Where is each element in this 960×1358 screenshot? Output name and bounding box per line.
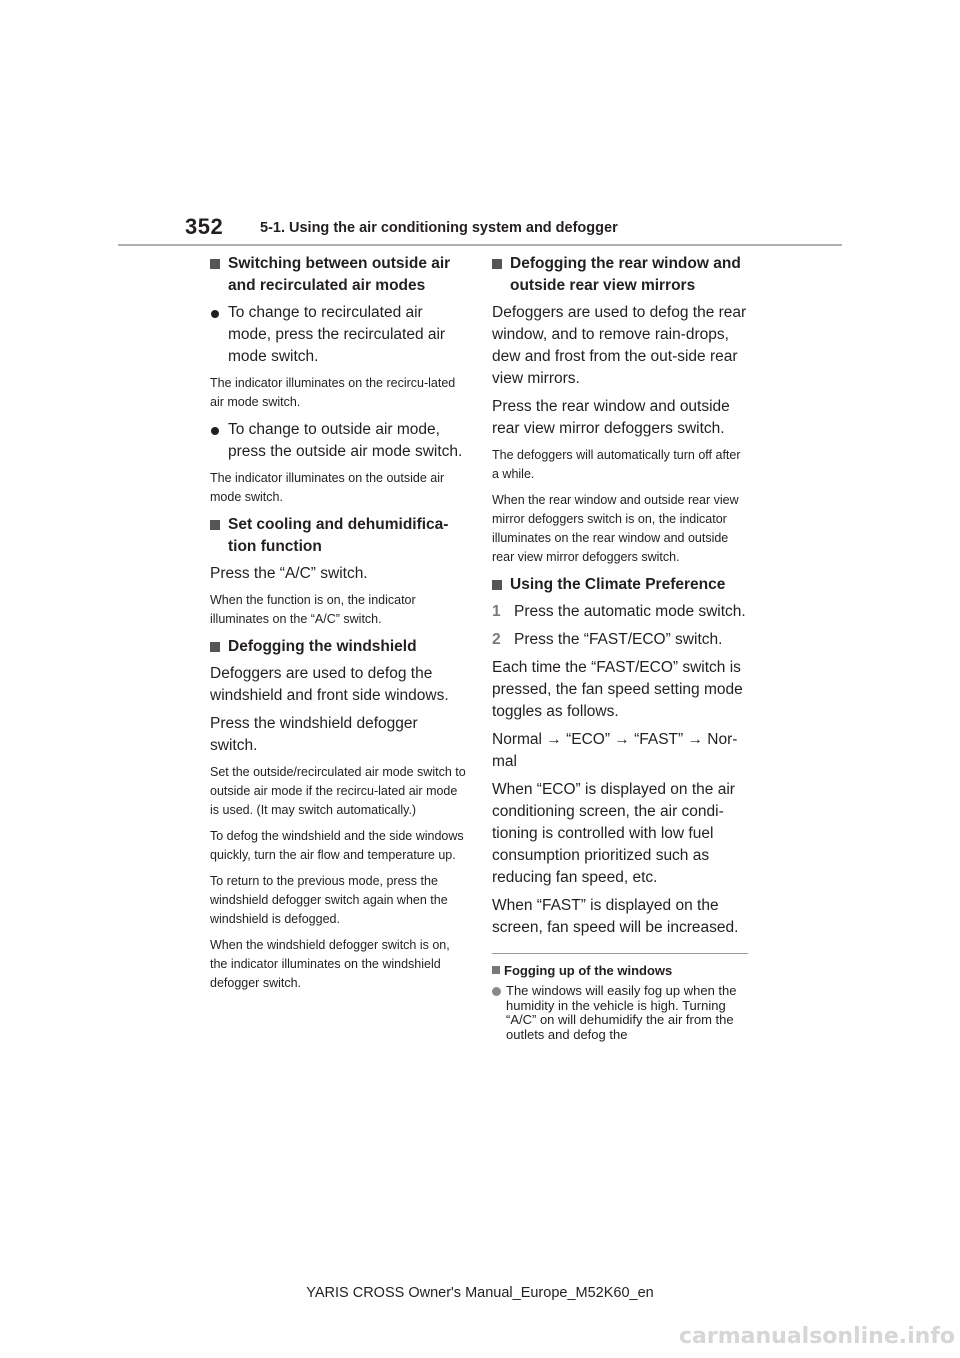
text-press-windshield-switch: Press the windshield defogger switch. [210, 715, 418, 754]
watermark[interactable]: carmanualsonline.info [679, 1324, 955, 1349]
heading-climate-preference: Using the Climate Preference [492, 574, 750, 596]
bullet-dot-icon [211, 427, 219, 435]
square-bullet-icon [492, 966, 500, 974]
note-outside-indicator: The indicator illuminates on the outside air mode switch. [210, 471, 445, 504]
text-windshield-defoggers: Defoggers are used to defog the windshield and front side windows. [210, 665, 449, 704]
note-ac-indicator: When the function is on, the indicator illuminates on the “A/C” switch. [210, 593, 416, 626]
square-bullet-icon [492, 580, 502, 590]
note-heading-fogging: Fogging up of the windows [492, 962, 750, 980]
left-column [210, 253, 468, 1000]
note-divider [492, 953, 748, 954]
text-fast-description: When “FAST” is displayed on the screen, fan speed will be increased. [492, 897, 739, 936]
bullet-recirculated: To change to recirculated air mode, press the recirculated air mode switch. [210, 302, 468, 368]
footer-manual-title: YARIS CROSS Owner's Manual_Europe_M52K60_en [306, 1285, 654, 1301]
note-fogging-body: The windows will easily fog up when the humidity in the vehicle is high. Turning “A/C” on will dehumidify the air from the outlets and defog the [492, 984, 750, 1042]
step-1: 1 Press the automatic mode switch. [492, 603, 746, 620]
heading-cooling-dehumidification: Set cooling and dehumidifica-tion function [210, 514, 468, 558]
square-bullet-icon [210, 642, 220, 652]
heading-rear-window-defog: Defogging the rear window and outside rear view mirrors [492, 253, 750, 297]
note-auto-off: The defoggers will automatically turn off after a while. [492, 448, 741, 481]
text-press-ac: Press the “A/C” switch. [210, 565, 368, 582]
page-number: 352 [185, 214, 224, 239]
square-bullet-icon [492, 259, 502, 269]
bullet-dot-icon [492, 987, 501, 996]
text-press-rear-switch: Press the rear window and outside rear view mirror defoggers switch. [492, 398, 730, 437]
header-divider [118, 244, 842, 246]
text-mode-sequence: Normal → “ECO” → “FAST” → Nor-mal [492, 731, 738, 770]
note-defog-quickly: To defog the windshield and the side windows quickly, turn the air flow and temperature up. [210, 829, 464, 862]
text-fast-eco-toggle: Each time the “FAST/ECO” switch is pressed, the fan speed setting mode toggles as follows. [492, 659, 743, 720]
step-2: 2 Press the “FAST/ECO” switch. [492, 631, 723, 648]
note-rear-indicator: When the rear window and outside rear view mirror defoggers switch is on, the indicator illuminates on the rear window and outside rear view mirror defoggers switch. [492, 493, 739, 564]
section-title: 5-1. Using the air conditioning system and defogger [260, 220, 618, 236]
note-air-mode: Set the outside/recirculated air mode switch to outside air mode if the recircu-lated air mode is used. (It may switch automatically.) [210, 765, 466, 817]
note-recirculated-indicator: The indicator illuminates on the recircu-lated air mode switch. [210, 376, 456, 409]
right-column [492, 253, 750, 1042]
bullet-outside-air: To change to outside air mode, press the outside air mode switch. [210, 419, 468, 463]
heading-switching-air-modes: Switching between outside air and recirculated air modes [210, 253, 468, 297]
text-eco-description: When “ECO” is displayed on the air conditioning screen, the air condi-tioning is controlled with low fuel consumption prioritized such as reducing fan speed, etc. [492, 781, 735, 886]
bullet-dot-icon [211, 310, 219, 318]
note-windshield-indicator: When the windshield defogger switch is on, the indicator illuminates on the windshield defogger switch. [210, 938, 450, 990]
text-rear-defoggers: Defoggers are used to defog the rear window, and to remove rain-drops, dew and frost from the out-side rear view mirrors. [492, 304, 747, 387]
square-bullet-icon [210, 259, 220, 269]
square-bullet-icon [210, 520, 220, 530]
note-return-previous: To return to the previous mode, press the windshield defogger switch again when the windshield is defogged. [210, 874, 448, 926]
heading-defogging-windshield: Defogging the windshield [210, 636, 468, 658]
